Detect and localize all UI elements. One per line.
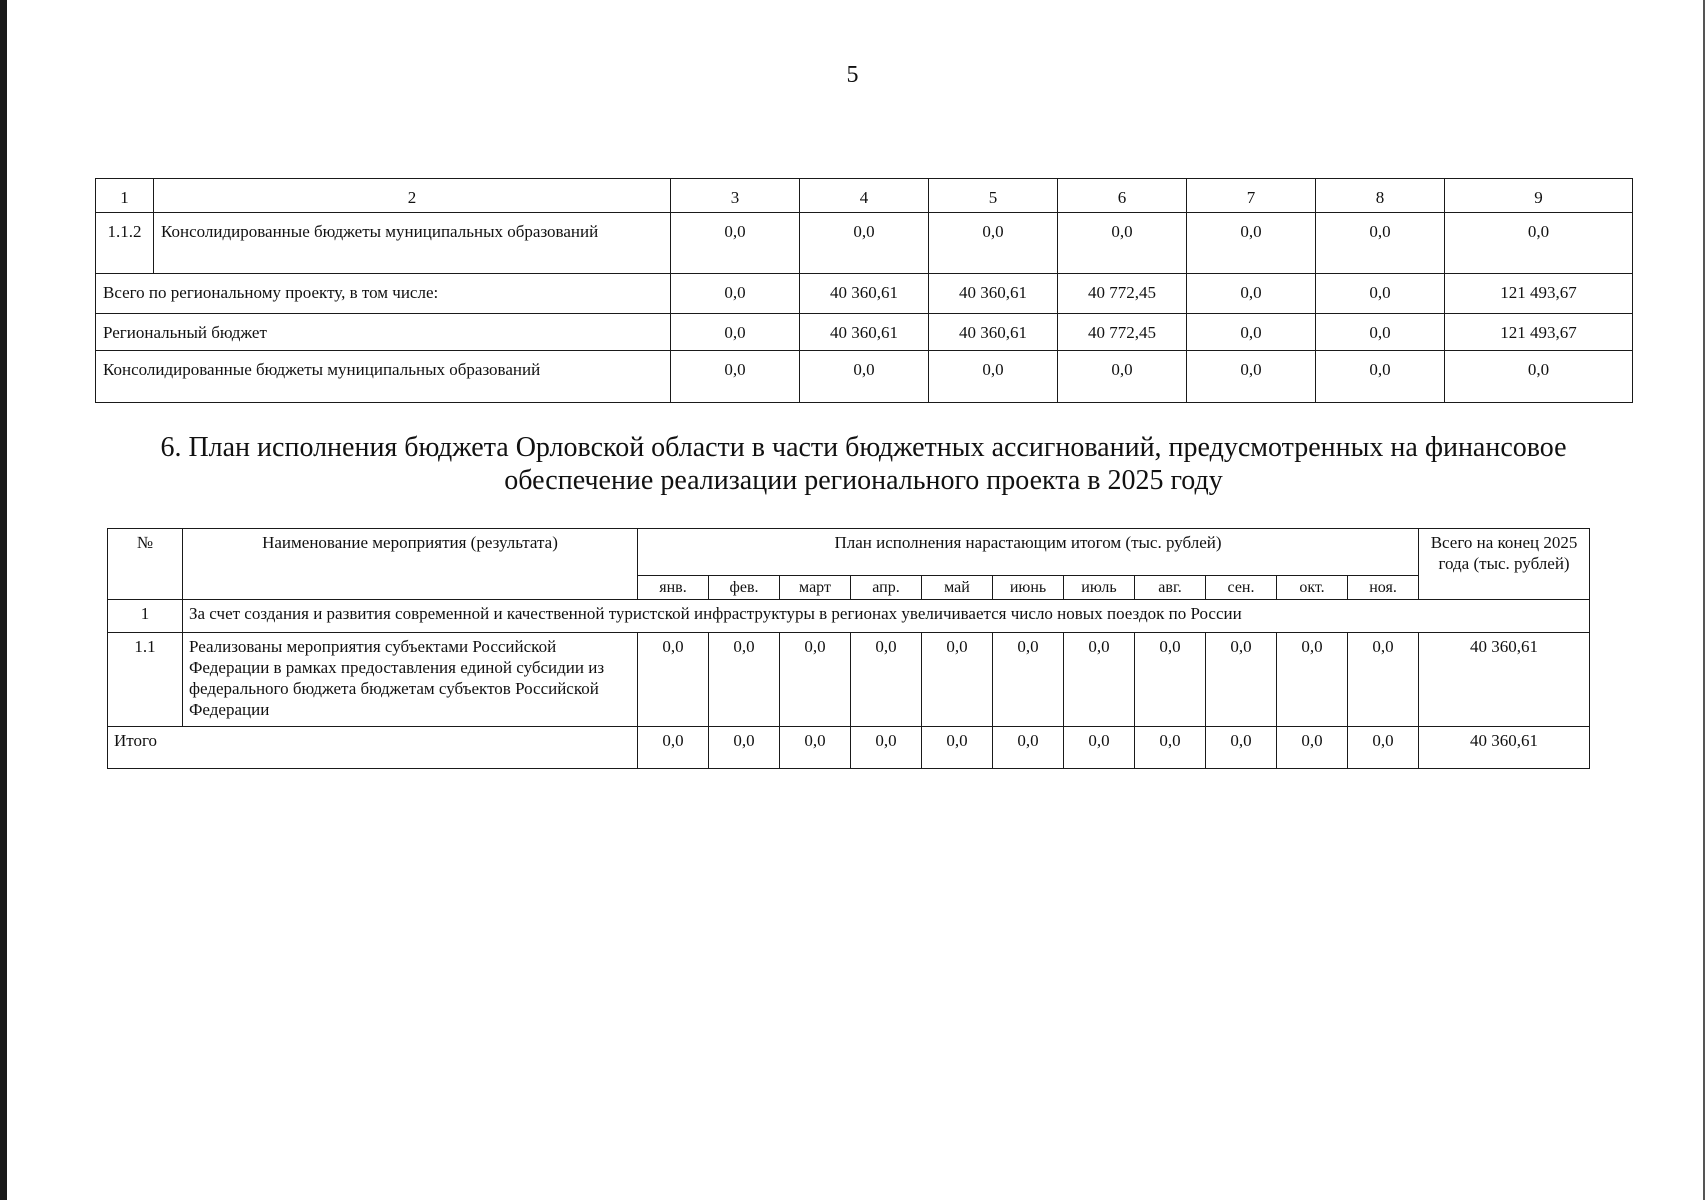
table-row (108, 600, 1590, 633)
table-cell: 0,0 (1316, 274, 1445, 314)
table-row (96, 274, 1633, 314)
column-number: 7 (1187, 179, 1316, 213)
table-cell: 0,0 (1064, 633, 1135, 727)
table-row (96, 351, 1633, 403)
table-cell: 0,0 (1058, 213, 1187, 274)
table-row (96, 314, 1633, 351)
table-cell: 0,0 (800, 351, 929, 403)
month-header: июнь (993, 576, 1064, 600)
table-cell: 0,0 (929, 351, 1058, 403)
table-cell: 0,0 (671, 314, 800, 351)
table-cell: 0,0 (1064, 727, 1135, 769)
table-cell: 0,0 (993, 727, 1064, 769)
table-cell: 0,0 (1206, 727, 1277, 769)
table-cell-total: 40 360,61 (1419, 633, 1590, 727)
table-cell: 0,0 (993, 633, 1064, 727)
table-cell: 121 493,67 (1445, 274, 1633, 314)
column-number: 5 (929, 179, 1058, 213)
table-cell: 0,0 (1348, 633, 1419, 727)
column-number: 4 (800, 179, 929, 213)
month-header: май (922, 576, 993, 600)
table-cell: 0,0 (709, 727, 780, 769)
table-cell: 0,0 (1316, 314, 1445, 351)
month-header: ноя. (1348, 576, 1419, 600)
column-header-number: № (108, 529, 183, 600)
row-number: 1 (108, 600, 183, 633)
table-cell: 0,0 (1187, 314, 1316, 351)
table-cell: 0,0 (1277, 727, 1348, 769)
row-name: Реализованы мероприятия субъектами Российской Федерации в рамках предоставления единой субсидии из федерального бюджета бюджетам субъектов Российской Федерации (183, 633, 638, 727)
table-cell: 121 493,67 (1445, 314, 1633, 351)
scan-left-border (0, 0, 7, 1200)
table-cell: 0,0 (800, 213, 929, 274)
table-cell: 0,0 (1187, 213, 1316, 274)
month-header: март (780, 576, 851, 600)
page-number: 5 (846, 62, 859, 88)
table-cell: 0,0 (671, 274, 800, 314)
row-name: Консолидированные бюджеты муниципальных образований (96, 351, 671, 403)
column-number: 9 (1445, 179, 1633, 213)
table-cell: 40 772,45 (1058, 314, 1187, 351)
row-name: Консолидированные бюджеты муниципальных образований (154, 213, 671, 274)
total-row (108, 727, 1590, 769)
budget-plan-table (107, 528, 1590, 769)
table-cell: 0,0 (638, 633, 709, 727)
column-number: 6 (1058, 179, 1187, 213)
table-cell: 40 360,61 (929, 314, 1058, 351)
table-cell: 0,0 (1316, 213, 1445, 274)
table-cell: 0,0 (1348, 727, 1419, 769)
column-number: 2 (154, 179, 671, 213)
table-cell: 0,0 (780, 727, 851, 769)
table-header-row (96, 179, 1633, 213)
table-cell: 0,0 (922, 633, 993, 727)
table-cell: 0,0 (1277, 633, 1348, 727)
month-header: авг. (1135, 576, 1206, 600)
column-header-total: Всего на конец 2025 года (тыс. рублей) (1419, 529, 1590, 600)
month-header: окт. (1277, 576, 1348, 600)
month-header: янв. (638, 576, 709, 600)
table-cell: 0,0 (1135, 727, 1206, 769)
table-cell: 0,0 (709, 633, 780, 727)
column-number: 1 (96, 179, 154, 213)
table-cell: 0,0 (671, 351, 800, 403)
month-header: июль (1064, 576, 1135, 600)
month-header: фев. (709, 576, 780, 600)
table-header-row (108, 529, 1590, 576)
column-header-plan: План исполнения нарастающим итогом (тыс. рублей) (638, 529, 1419, 576)
row-number: 1.1 (108, 633, 183, 727)
table-cell: 0,0 (780, 633, 851, 727)
table-row (96, 213, 1633, 274)
table-cell: 0,0 (1058, 351, 1187, 403)
table-cell: 40 360,61 (800, 274, 929, 314)
table-cell: 0,0 (929, 213, 1058, 274)
table-cell-total: 40 360,61 (1419, 727, 1590, 769)
table-cell: 0,0 (671, 213, 800, 274)
column-number: 8 (1316, 179, 1445, 213)
section-heading: 6. План исполнения бюджета Орловской области в части бюджетных ассигнований, предусмотренных на финансовое обеспечение реализации регионального проекта в 2025 году (160, 432, 1567, 496)
column-header-name: Наименование мероприятия (результата) (183, 529, 638, 600)
table-row (108, 633, 1590, 727)
table-cell: 0,0 (1316, 351, 1445, 403)
table-cell: 0,0 (851, 727, 922, 769)
table-cell: 40 360,61 (800, 314, 929, 351)
month-header: сен. (1206, 576, 1277, 600)
table-cell: 0,0 (851, 633, 922, 727)
total-label: Итого (108, 727, 638, 769)
table-cell: 0,0 (1187, 274, 1316, 314)
table-cell: 0,0 (1187, 351, 1316, 403)
table-cell: 0,0 (1445, 351, 1633, 403)
table-cell: 0,0 (1445, 213, 1633, 274)
table-cell: 40 360,61 (929, 274, 1058, 314)
row-name: Всего по региональному проекту, в том числе: (96, 274, 671, 314)
table-cell: 0,0 (922, 727, 993, 769)
month-header: апр. (851, 576, 922, 600)
group-title: За счет создания и развития современной и качественной туристской инфраструктуры в регионах увеличивается число новых поездок по России (183, 600, 1590, 633)
table-cell: 0,0 (1135, 633, 1206, 727)
table-cell: 40 772,45 (1058, 274, 1187, 314)
row-name: Региональный бюджет (96, 314, 671, 351)
funding-table (95, 178, 1633, 403)
row-number: 1.1.2 (96, 213, 154, 274)
table-cell: 0,0 (1206, 633, 1277, 727)
table-cell: 0,0 (638, 727, 709, 769)
column-number: 3 (671, 179, 800, 213)
